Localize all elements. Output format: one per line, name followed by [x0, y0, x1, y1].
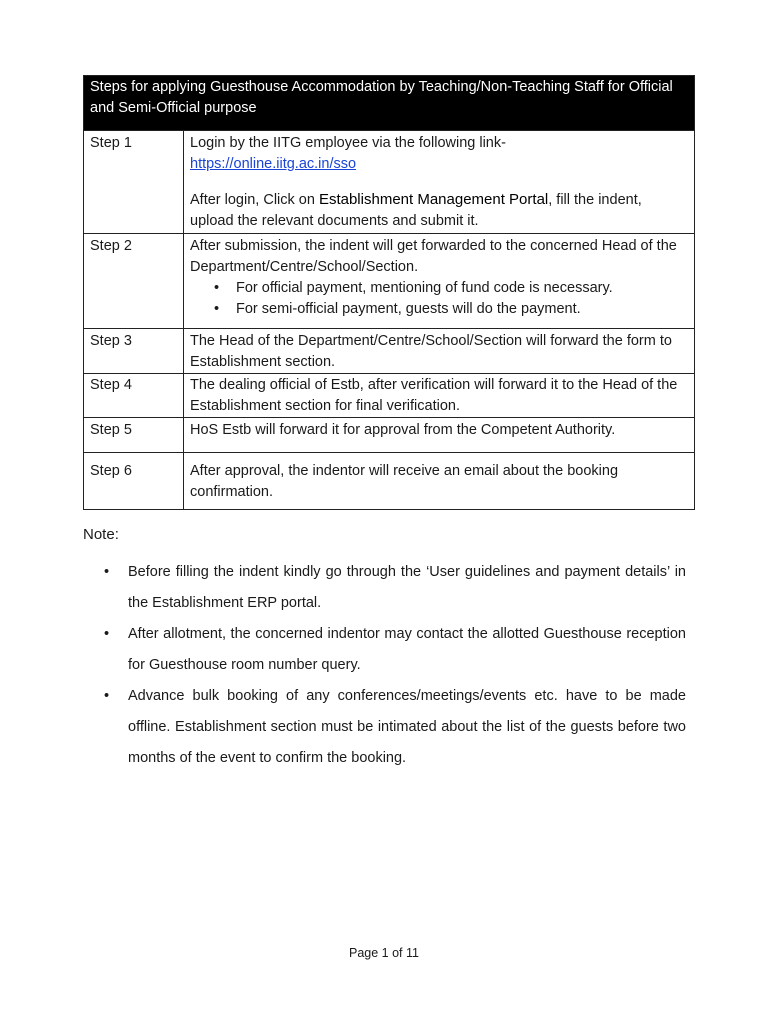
note-list [128, 557, 686, 774]
note-heading [83, 526, 119, 543]
step-1-after-login-prefix: After login, Click on [190, 192, 319, 208]
list-item: • Advance bulk booking of any conferences/meetings/events etc. have to be made offline. Establishment section must be intimated about the list of the guests before two months of the event to confirm the booking. [128, 681, 686, 774]
list-item: • After allotment, the concerned indentor may contact the allotted Guesthouse reception for Guesthouse room number query. [128, 619, 686, 681]
step-label: Step 5 [84, 418, 184, 453]
establishment-portal-term: Establishment Management Portal [318, 191, 549, 208]
step-description [184, 234, 695, 329]
list-item: • For official payment, mentioning of fund code is necessary. [236, 278, 688, 299]
step-2-text: After submission, the indent will get forwarded to the concerned Head of the Department/Centre/School/Section. [190, 238, 677, 275]
steps-table [83, 75, 695, 510]
table-row-step-6 [84, 453, 695, 510]
step-description: The Head of the Department/Centre/School/Section will forward the form to Establishment section. [184, 329, 695, 374]
page-number: Page 1 of 11 [349, 946, 419, 960]
table-row-step-4 [84, 374, 695, 418]
list-item: • Before filling the indent kindly go through the ‘User guidelines and payment details’ in the Establishment ERP portal. [128, 557, 686, 619]
step-description: The dealing official of Estb, after verification will forward it to the Head of the Establishment section for final verification. [184, 374, 695, 418]
step-description: HoS Estb will forward it for approval from the Competent Authority. [184, 418, 695, 453]
step-1-after-login-suffix: , fill the indent, upload the relevant documents and submit it. [190, 192, 642, 229]
step-1-login-text: Login by the IITG employee via the following link- [190, 135, 506, 151]
step-description: After approval, the indentor will receive an email about the booking confirmation. [184, 453, 695, 510]
step-2-bullet-list [190, 278, 688, 320]
note-label: Note [83, 526, 115, 543]
step-description [184, 131, 695, 234]
table-row-step-5 [84, 418, 695, 453]
table-header-row [84, 76, 695, 131]
sso-link[interactable]: https://online.iitg.ac.in/sso [190, 156, 357, 172]
step-label: Step 6 [84, 453, 184, 510]
step-label: Step 1 [84, 131, 184, 234]
list-item: • For semi-official payment, guests will do the payment. [236, 299, 688, 320]
note-colon: : [114, 526, 119, 543]
step-label: Step 4 [84, 374, 184, 418]
table-header: Steps for applying Guesthouse Accommodation by Teaching/Non-Teaching Staff for Official and Semi-Official purpose [84, 76, 695, 131]
step-label: Step 2 [84, 234, 184, 329]
step-label: Step 3 [84, 329, 184, 374]
table-row-step-3 [84, 329, 695, 374]
table-row-step-2 [84, 234, 695, 329]
table-row-step-1 [84, 131, 695, 234]
